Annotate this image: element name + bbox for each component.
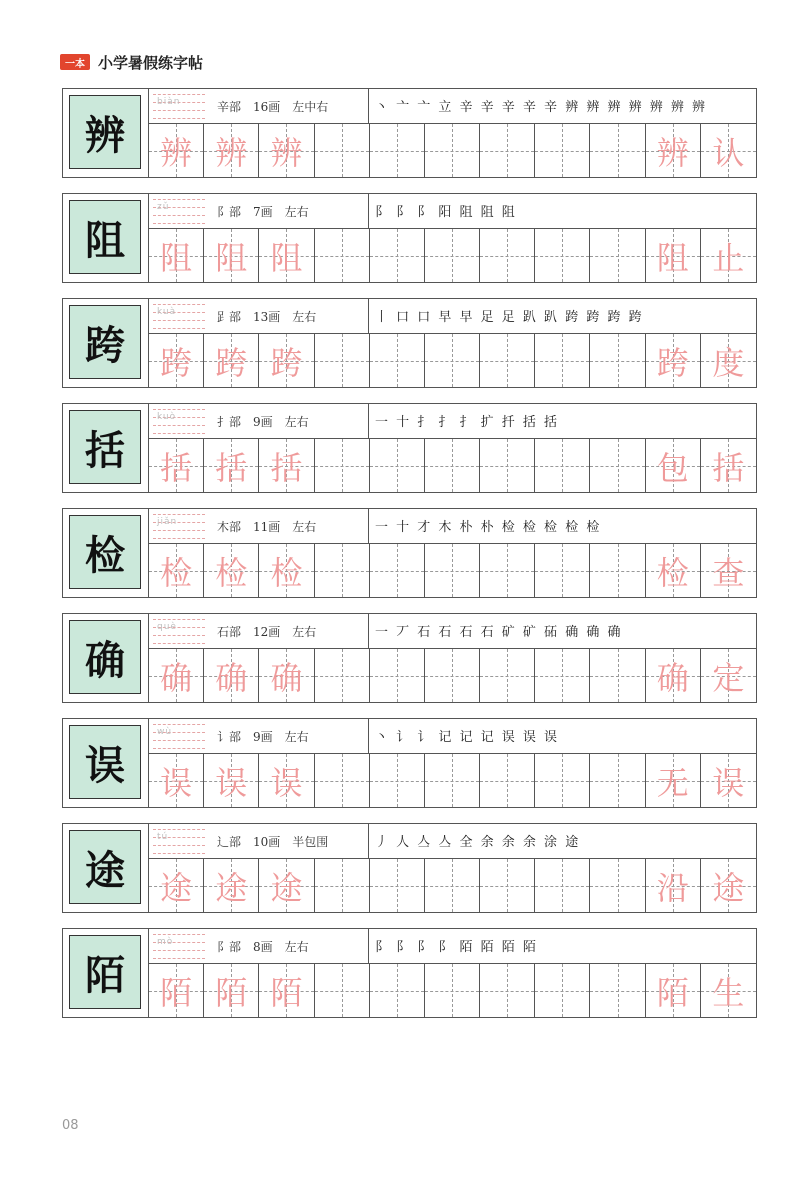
trace-character: 陌: [270, 973, 303, 1012]
character-meta: [217, 308, 328, 325]
writing-cell[interactable]: [480, 754, 535, 807]
writing-cell[interactable]: [535, 439, 590, 492]
stroke-order: 一 十 扌 扌 扌 扩 扦 括 括: [375, 415, 560, 430]
writing-cell[interactable]: [425, 754, 480, 807]
writing-cell[interactable]: [259, 124, 314, 177]
trace-character: 阻: [160, 238, 193, 277]
word-character: 包: [656, 448, 689, 487]
word-character: 止: [712, 238, 745, 277]
writing-cell[interactable]: [315, 229, 370, 282]
word-character: 定: [712, 658, 745, 697]
writing-cell[interactable]: [701, 754, 756, 807]
practice-row: [62, 928, 757, 1018]
model-character-cell: [69, 830, 141, 904]
model-character-cell: [69, 515, 141, 589]
writing-cell[interactable]: [149, 334, 204, 387]
writing-cell[interactable]: [425, 544, 480, 597]
character-meta: [217, 833, 340, 850]
writing-cell[interactable]: [259, 334, 314, 387]
writing-cell[interactable]: [259, 754, 314, 807]
writing-cell[interactable]: [370, 229, 425, 282]
strokes-count: 9画: [253, 730, 273, 744]
practice-row: [62, 298, 757, 388]
practice-grid: [149, 334, 756, 387]
word-character: 误: [712, 763, 745, 802]
word-character: 生: [712, 973, 745, 1012]
radical: 扌部: [217, 415, 242, 429]
writing-cell[interactable]: [535, 859, 590, 912]
writing-cell[interactable]: [646, 544, 701, 597]
writing-cell[interactable]: [646, 649, 701, 702]
model-character-cell: [69, 620, 141, 694]
structure: 左右: [284, 940, 309, 954]
trace-character: 跨: [215, 343, 248, 382]
writing-cell[interactable]: [480, 229, 535, 282]
writing-cell[interactable]: [204, 859, 259, 912]
character-info: [149, 824, 369, 858]
model-character-cell: [69, 410, 141, 484]
writing-cell[interactable]: [535, 334, 590, 387]
writing-cell[interactable]: [425, 124, 480, 177]
character-info: [149, 719, 369, 753]
practice-row: [62, 403, 757, 493]
writing-cell[interactable]: [204, 124, 259, 177]
practice-grid: [149, 649, 756, 702]
writing-cell[interactable]: [204, 439, 259, 492]
writing-cell[interactable]: [149, 544, 204, 597]
character-info: [149, 929, 369, 963]
writing-cell[interactable]: [259, 229, 314, 282]
writing-cell[interactable]: [315, 439, 370, 492]
stroke-order: 一 十 才 木 朴 朴 检 检 检 检 检: [375, 520, 602, 535]
character-meta: [217, 728, 321, 745]
character-meta: [217, 98, 340, 115]
model-character: 确: [85, 636, 125, 684]
pinyin-box: [153, 724, 205, 748]
writing-cell[interactable]: [425, 964, 480, 1017]
trace-character: 辨: [270, 133, 303, 172]
word-character: 阻: [656, 238, 689, 277]
practice-grid: [149, 544, 756, 597]
trace-character: 途: [160, 868, 193, 907]
character-info: [149, 614, 369, 648]
radical: 石部: [217, 625, 242, 639]
pinyin: kuà: [157, 307, 177, 317]
pinyin: biàn: [157, 97, 181, 107]
pinyin-box: [153, 94, 205, 118]
trace-character: 阻: [270, 238, 303, 277]
writing-cell[interactable]: [204, 334, 259, 387]
trace-character: 误: [270, 763, 303, 802]
radical: 𧾷部: [217, 310, 242, 324]
strokes-count: 10画: [253, 835, 281, 849]
word-character: 无: [656, 763, 689, 802]
pinyin: wù: [157, 727, 173, 737]
structure: 左右: [284, 730, 309, 744]
writing-cell[interactable]: [425, 859, 480, 912]
strokes-count: 7画: [253, 205, 273, 219]
writing-cell[interactable]: [701, 544, 756, 597]
writing-cell[interactable]: [425, 334, 480, 387]
writing-cell[interactable]: [590, 964, 645, 1017]
writing-cell[interactable]: [315, 754, 370, 807]
writing-cell[interactable]: [590, 229, 645, 282]
word-character: 认: [712, 133, 745, 172]
writing-cell[interactable]: [646, 859, 701, 912]
writing-cell[interactable]: [535, 229, 590, 282]
model-character: 辨: [85, 111, 125, 159]
model-character: 误: [85, 741, 125, 789]
character-info: [149, 509, 369, 543]
practice-row: [62, 613, 757, 703]
writing-cell[interactable]: [315, 859, 370, 912]
character-info: [149, 89, 369, 123]
writing-cell[interactable]: [149, 964, 204, 1017]
practice-row: [62, 718, 757, 808]
model-character: 途: [85, 846, 125, 894]
trace-character: 跨: [160, 343, 193, 382]
structure: 左右: [292, 625, 317, 639]
character-meta: [217, 518, 328, 535]
writing-cell[interactable]: [149, 754, 204, 807]
pinyin: jiǎn: [157, 517, 178, 527]
structure: 左中右: [292, 100, 329, 114]
model-character-cell: [69, 725, 141, 799]
writing-cell[interactable]: [204, 649, 259, 702]
model-character-cell: [69, 95, 141, 169]
model-character: 检: [85, 531, 125, 579]
writing-cell[interactable]: [149, 649, 204, 702]
trace-character: 误: [160, 763, 193, 802]
pinyin-box: [153, 409, 205, 433]
writing-cell[interactable]: [646, 754, 701, 807]
trace-character: 陌: [215, 973, 248, 1012]
writing-cell[interactable]: [315, 124, 370, 177]
practice-grid: [149, 439, 756, 492]
page-header: [60, 50, 203, 74]
word-character: 途: [712, 868, 745, 907]
practice-row: [62, 88, 757, 178]
stroke-order: 丨 口 口 早 早 足 足 趴 趴 跨 跨 跨 跨: [375, 310, 644, 325]
pinyin-box: [153, 829, 205, 853]
character-meta: [217, 203, 321, 220]
practice-grid: [149, 964, 756, 1017]
writing-cell[interactable]: [204, 964, 259, 1017]
writing-cell[interactable]: [646, 334, 701, 387]
writing-cell[interactable]: [370, 964, 425, 1017]
writing-cell[interactable]: [370, 439, 425, 492]
word-character: 辨: [656, 133, 689, 172]
pinyin-box: [153, 304, 205, 328]
strokes-count: 13画: [253, 310, 281, 324]
writing-cell[interactable]: [480, 124, 535, 177]
structure: 左右: [284, 415, 309, 429]
writing-cell[interactable]: [315, 964, 370, 1017]
writing-cell[interactable]: [204, 544, 259, 597]
stroke-order: 阝 阝 阝 阝 陌 陌 陌 陌: [375, 940, 538, 955]
trace-character: 误: [215, 763, 248, 802]
writing-cell[interactable]: [701, 964, 756, 1017]
strokes-count: 12画: [253, 625, 281, 639]
writing-cell[interactable]: [149, 124, 204, 177]
practice-row: [62, 823, 757, 913]
character-meta: [217, 938, 321, 955]
writing-cell[interactable]: [590, 334, 645, 387]
writing-cell[interactable]: [701, 649, 756, 702]
model-character-cell: [69, 200, 141, 274]
word-character: 跨: [656, 343, 689, 382]
structure: 左右: [292, 520, 317, 534]
writing-cell[interactable]: [259, 439, 314, 492]
word-character: 沿: [656, 868, 689, 907]
word-character: 括: [712, 448, 745, 487]
writing-cell[interactable]: [590, 544, 645, 597]
writing-cell[interactable]: [701, 229, 756, 282]
writing-cell[interactable]: [370, 334, 425, 387]
writing-cell[interactable]: [204, 229, 259, 282]
stroke-order: 一 丆 石 石 石 石 矿 矿 砳 确 确 确: [375, 625, 623, 640]
writing-cell[interactable]: [646, 229, 701, 282]
character-meta: [217, 413, 321, 430]
writing-cell[interactable]: [149, 859, 204, 912]
brand-badge: 一本: [60, 54, 90, 70]
writing-cell[interactable]: [590, 439, 645, 492]
writing-cell[interactable]: [315, 544, 370, 597]
radical: 讠部: [217, 730, 242, 744]
writing-cell[interactable]: [701, 124, 756, 177]
trace-character: 检: [270, 553, 303, 592]
writing-cell[interactable]: [370, 124, 425, 177]
writing-cell[interactable]: [259, 649, 314, 702]
trace-character: 陌: [160, 973, 193, 1012]
writing-cell[interactable]: [259, 544, 314, 597]
trace-character: 途: [270, 868, 303, 907]
character-info: [149, 404, 369, 438]
trace-character: 辨: [215, 133, 248, 172]
model-character-cell: [69, 935, 141, 1009]
trace-character: 括: [215, 448, 248, 487]
writing-cell[interactable]: [590, 124, 645, 177]
model-character: 括: [85, 426, 125, 474]
word-character: 度: [712, 343, 745, 382]
writing-cell[interactable]: [315, 334, 370, 387]
strokes-count: 11画: [253, 520, 281, 534]
radical: 辶部: [217, 835, 242, 849]
practice-grid: [149, 124, 756, 177]
writing-cell[interactable]: [646, 964, 701, 1017]
pinyin-box: [153, 934, 205, 958]
writing-cell[interactable]: [646, 439, 701, 492]
stroke-order: 阝 阝 阝 阳 阻 阻 阻: [375, 205, 517, 220]
pinyin: què: [157, 622, 177, 632]
practice-row: [62, 508, 757, 598]
model-character: 阻: [85, 216, 125, 264]
trace-character: 检: [215, 553, 248, 592]
writing-cell[interactable]: [701, 334, 756, 387]
writing-cell[interactable]: [701, 859, 756, 912]
character-info: [149, 194, 369, 228]
trace-character: 阻: [215, 238, 248, 277]
strokes-count: 9画: [253, 415, 273, 429]
pinyin: tú: [157, 832, 169, 842]
trace-character: 括: [160, 448, 193, 487]
writing-cell[interactable]: [535, 964, 590, 1017]
writing-cell[interactable]: [259, 859, 314, 912]
model-character: 陌: [85, 951, 125, 999]
radical: 阝部: [217, 940, 242, 954]
trace-character: 跨: [270, 343, 303, 382]
model-character: 跨: [85, 321, 125, 369]
writing-cell[interactable]: [480, 649, 535, 702]
writing-cell[interactable]: [480, 439, 535, 492]
writing-cell[interactable]: [535, 649, 590, 702]
writing-cell[interactable]: [204, 754, 259, 807]
practice-grid: [149, 859, 756, 912]
writing-cell[interactable]: [535, 754, 590, 807]
trace-character: 确: [160, 658, 193, 697]
writing-cell[interactable]: [149, 439, 204, 492]
character-meta: [217, 623, 328, 640]
trace-character: 确: [215, 658, 248, 697]
writing-cell[interactable]: [480, 859, 535, 912]
trace-character: 辨: [160, 133, 193, 172]
structure: 半包围: [292, 835, 329, 849]
page-number: 08: [62, 1118, 79, 1133]
writing-cell[interactable]: [259, 964, 314, 1017]
radical: 木部: [217, 520, 242, 534]
character-info: [149, 299, 369, 333]
pinyin-box: [153, 514, 205, 538]
writing-cell[interactable]: [480, 544, 535, 597]
pinyin: kuò: [157, 412, 177, 422]
pinyin-box: [153, 199, 205, 223]
radical: 阝部: [217, 205, 242, 219]
word-character: 查: [712, 553, 745, 592]
stroke-order: 丿 人 亼 亼 全 余 余 余 涂 途: [375, 835, 581, 850]
pinyin: zǔ: [157, 202, 170, 212]
practice-grid: [149, 229, 756, 282]
practice-row: [62, 193, 757, 283]
pinyin-box: [153, 619, 205, 643]
structure: 左右: [284, 205, 309, 219]
writing-cell[interactable]: [480, 964, 535, 1017]
writing-cell[interactable]: [425, 229, 480, 282]
strokes-count: 16画: [253, 100, 281, 114]
pinyin: mò: [157, 937, 174, 947]
model-character-cell: [69, 305, 141, 379]
writing-cell[interactable]: [590, 649, 645, 702]
writing-cell[interactable]: [425, 439, 480, 492]
writing-cell[interactable]: [590, 859, 645, 912]
writing-cell[interactable]: [315, 649, 370, 702]
trace-character: 途: [215, 868, 248, 907]
writing-cell[interactable]: [370, 544, 425, 597]
writing-cell[interactable]: [370, 859, 425, 912]
writing-cell[interactable]: [535, 544, 590, 597]
trace-character: 检: [160, 553, 193, 592]
writing-cell[interactable]: [701, 439, 756, 492]
writing-cell[interactable]: [149, 229, 204, 282]
trace-character: 括: [270, 448, 303, 487]
writing-cell[interactable]: [370, 649, 425, 702]
structure: 左右: [292, 310, 317, 324]
writing-cell[interactable]: [535, 124, 590, 177]
radical: 辛部: [217, 100, 242, 114]
word-character: 确: [656, 658, 689, 697]
writing-cell[interactable]: [480, 334, 535, 387]
stroke-order: 丶 讠 讠 记 记 记 误 误 误: [375, 730, 560, 745]
writing-cell[interactable]: [646, 124, 701, 177]
practice-grid: [149, 754, 756, 807]
writing-cell[interactable]: [425, 649, 480, 702]
strokes-count: 8画: [253, 940, 273, 954]
trace-character: 确: [270, 658, 303, 697]
book-title: 小学暑假练字帖: [98, 53, 204, 72]
writing-cell[interactable]: [590, 754, 645, 807]
word-character: 检: [656, 553, 689, 592]
writing-cell[interactable]: [370, 754, 425, 807]
stroke-order: 丶 亠 亠 立 辛 辛 辛 辛 辛 辨 辨 辨 辨 辨 辨 辨: [375, 100, 707, 115]
word-character: 陌: [656, 973, 689, 1012]
